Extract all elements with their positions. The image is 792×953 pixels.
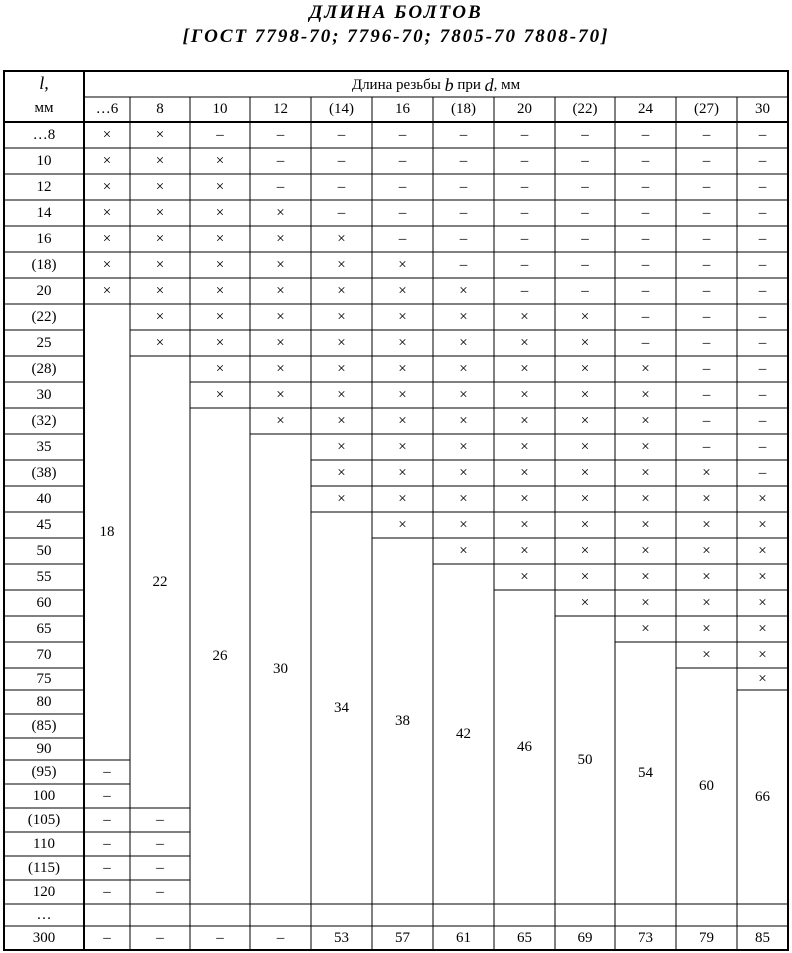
cross-mark: ×: [702, 517, 711, 533]
dash-mark: –: [581, 231, 589, 247]
dash-mark: –: [398, 205, 407, 221]
thread-length-value: 60: [699, 778, 714, 794]
length-label: (38): [31, 465, 57, 481]
dash-mark: –: [702, 335, 711, 351]
length-label: 120: [32, 884, 56, 900]
dash-mark: –: [758, 153, 767, 169]
dash-mark: –: [702, 309, 711, 325]
dash-mark: –: [702, 439, 711, 455]
row-300-value: 73: [638, 930, 653, 946]
thread-length-value: 34: [334, 700, 349, 716]
cross-mark: ×: [702, 621, 711, 637]
cross-mark: ×: [702, 595, 711, 611]
cross-mark: ×: [641, 569, 650, 585]
cross-mark: ×: [398, 517, 407, 533]
length-label: 10: [36, 153, 52, 169]
cross-mark: ×: [337, 413, 346, 429]
cross-mark: ×: [580, 517, 590, 533]
cross-mark: ×: [215, 361, 225, 377]
cross-mark: ×: [580, 543, 590, 559]
length-label: 50: [36, 543, 52, 559]
diameter-header: …6: [95, 101, 119, 117]
cross-mark: ×: [337, 309, 346, 325]
dash-mark: –: [156, 836, 164, 852]
diameter-header: (18): [451, 101, 476, 117]
cross-mark: ×: [398, 335, 407, 351]
dash-mark: –: [758, 361, 767, 377]
cross-mark: ×: [520, 491, 529, 507]
row-300-value: –: [216, 930, 224, 946]
row-300-value: 61: [456, 930, 471, 946]
length-label: 40: [36, 491, 52, 507]
dash-mark: –: [103, 812, 111, 828]
cross-mark: ×: [276, 257, 285, 273]
cross-mark: ×: [337, 257, 346, 273]
diameter-header: 12: [273, 101, 288, 117]
dash-mark: –: [520, 179, 529, 195]
cross-mark: ×: [580, 491, 590, 507]
cross-mark: ×: [276, 283, 285, 299]
dash-mark: –: [581, 205, 589, 221]
cross-mark: ×: [337, 361, 346, 377]
cross-mark: ×: [155, 179, 165, 195]
length-label: 25: [36, 335, 52, 351]
cross-mark: ×: [155, 309, 165, 325]
cross-mark: ×: [758, 543, 767, 559]
page-title: ДЛИНА БОЛТОВ: [309, 2, 483, 23]
dash-mark: –: [702, 413, 711, 429]
dash-mark: –: [758, 335, 767, 351]
dash-mark: –: [459, 153, 468, 169]
cross-mark: ×: [459, 387, 468, 403]
dash-mark: –: [156, 812, 164, 828]
cross-mark: ×: [337, 439, 346, 455]
dash-mark: –: [156, 860, 164, 876]
cross-mark: ×: [580, 309, 590, 325]
cross-mark: ×: [398, 283, 407, 299]
cross-mark: ×: [215, 283, 225, 299]
cross-mark: ×: [459, 309, 468, 325]
cross-mark: ×: [215, 257, 225, 273]
cross-mark: ×: [398, 439, 407, 455]
cross-mark: ×: [520, 413, 529, 429]
length-label: (22): [31, 309, 57, 325]
row-300-value: –: [276, 930, 285, 946]
cross-mark: ×: [215, 387, 225, 403]
dash-mark: –: [702, 231, 711, 247]
cross-mark: ×: [520, 387, 529, 403]
dash-mark: –: [337, 127, 346, 143]
length-label: 80: [36, 694, 52, 710]
cross-mark: ×: [758, 621, 767, 637]
cross-mark: ×: [102, 205, 112, 221]
cross-mark: ×: [215, 205, 225, 221]
length-label: 65: [36, 621, 52, 637]
dash-mark: –: [520, 231, 529, 247]
dash-mark: –: [459, 127, 468, 143]
cross-mark: ×: [276, 309, 285, 325]
dash-mark: –: [758, 205, 767, 221]
cross-mark: ×: [337, 465, 346, 481]
dash-mark: –: [276, 179, 285, 195]
dash-mark: –: [702, 153, 711, 169]
cross-mark: ×: [641, 465, 650, 481]
dash-mark: –: [758, 127, 767, 143]
dash-mark: –: [337, 205, 346, 221]
cross-mark: ×: [102, 179, 112, 195]
cross-mark: ×: [155, 205, 165, 221]
cross-mark: ×: [520, 439, 529, 455]
cross-mark: ×: [758, 569, 767, 585]
cross-mark: ×: [102, 283, 112, 299]
cross-mark: ×: [758, 595, 767, 611]
cross-mark: ×: [215, 179, 225, 195]
cross-mark: ×: [459, 413, 468, 429]
thread-length-value: 18: [99, 524, 115, 540]
dash-mark: –: [398, 179, 407, 195]
dash-mark: –: [758, 257, 767, 273]
dash-mark: –: [641, 205, 650, 221]
cross-mark: ×: [155, 283, 165, 299]
cross-mark: ×: [758, 671, 767, 687]
cross-mark: ×: [758, 491, 767, 507]
diameter-header: (22): [572, 101, 598, 117]
dash-mark: –: [398, 231, 407, 247]
dash-mark: –: [581, 127, 589, 143]
length-label: 55: [36, 569, 52, 585]
cross-mark: ×: [337, 387, 346, 403]
diameter-header: 10: [212, 101, 228, 117]
cross-mark: ×: [758, 517, 767, 533]
thread-length-value: 30: [273, 661, 288, 677]
cross-mark: ×: [155, 335, 165, 351]
cross-mark: ×: [398, 257, 407, 273]
dash-mark: –: [758, 465, 767, 481]
length-label: (28): [31, 361, 57, 377]
table-frame: [4, 71, 788, 950]
thread-length-value: 42: [456, 726, 471, 742]
dash-mark: –: [758, 413, 767, 429]
dash-mark: –: [702, 283, 711, 299]
dash-mark: –: [702, 179, 711, 195]
cross-mark: ×: [215, 153, 225, 169]
cross-mark: ×: [520, 543, 529, 559]
cross-mark: ×: [641, 621, 650, 637]
cross-mark: ×: [398, 387, 407, 403]
length-label: 35: [36, 439, 52, 455]
cross-mark: ×: [641, 491, 650, 507]
cross-mark: ×: [102, 153, 112, 169]
length-label: (105): [27, 812, 61, 828]
diameter-header: 24: [638, 101, 653, 117]
length-label: …: [36, 907, 52, 923]
diameter-header: (14): [329, 101, 354, 117]
cross-mark: ×: [337, 283, 346, 299]
dash-mark: –: [520, 283, 529, 299]
length-label: 16: [36, 231, 52, 247]
length-label: (18): [31, 257, 57, 273]
dash-mark: –: [520, 153, 529, 169]
dash-mark: –: [216, 127, 224, 143]
length-label: 12: [36, 179, 52, 195]
cross-mark: ×: [580, 595, 590, 611]
cross-mark: ×: [702, 647, 711, 663]
cross-mark: ×: [580, 413, 590, 429]
dash-mark: –: [459, 179, 468, 195]
diameter-header: 30: [755, 101, 770, 117]
cross-mark: ×: [641, 413, 650, 429]
length-label: 70: [36, 647, 52, 663]
dash-mark: –: [520, 127, 529, 143]
dash-mark: –: [581, 283, 589, 299]
dash-mark: –: [702, 257, 711, 273]
thread-length-value: 66: [755, 789, 770, 805]
cross-mark: ×: [520, 517, 529, 533]
cross-mark: ×: [459, 283, 468, 299]
thread-length-value: 38: [395, 713, 410, 729]
cross-mark: ×: [276, 231, 285, 247]
cross-mark: ×: [702, 465, 711, 481]
thread-length-value: 50: [577, 752, 593, 768]
length-label: 75: [36, 671, 52, 687]
dash-mark: –: [758, 231, 767, 247]
dash-mark: –: [520, 205, 529, 221]
cross-mark: ×: [215, 335, 225, 351]
dash-mark: –: [641, 231, 650, 247]
dash-mark: –: [103, 884, 111, 900]
row-300-value: 53: [334, 930, 349, 946]
dash-mark: –: [641, 179, 650, 195]
cross-mark: ×: [520, 309, 529, 325]
cross-mark: ×: [155, 127, 165, 143]
dash-mark: –: [641, 309, 650, 325]
dash-mark: –: [276, 127, 285, 143]
cross-mark: ×: [398, 491, 407, 507]
cross-mark: ×: [337, 335, 346, 351]
length-label: 14: [36, 205, 52, 221]
dash-mark: –: [337, 153, 346, 169]
row-300-value: 69: [577, 930, 593, 946]
dash-mark: –: [520, 257, 529, 273]
length-label: 100: [32, 788, 56, 804]
diameter-header: 8: [156, 101, 164, 117]
dash-mark: –: [702, 205, 711, 221]
dash-mark: –: [702, 387, 711, 403]
dash-mark: –: [459, 231, 468, 247]
cross-mark: ×: [641, 517, 650, 533]
length-label: 60: [36, 595, 52, 611]
length-label: (85): [31, 718, 57, 734]
dash-mark: –: [459, 257, 468, 273]
cross-mark: ×: [276, 413, 285, 429]
cross-mark: ×: [641, 595, 650, 611]
row-300-value: 65: [517, 930, 532, 946]
thread-length-value: 46: [517, 739, 532, 755]
cross-mark: ×: [459, 543, 468, 559]
length-label: 110: [33, 836, 55, 852]
dash-mark: –: [103, 860, 111, 876]
cross-mark: ×: [520, 361, 529, 377]
cross-mark: ×: [155, 231, 165, 247]
thread-length-value: 22: [152, 574, 168, 590]
dash-mark: –: [702, 127, 711, 143]
length-label: (32): [31, 413, 57, 429]
cross-mark: ×: [580, 439, 590, 455]
cross-mark: ×: [580, 569, 590, 585]
cross-mark: ×: [459, 517, 468, 533]
cross-mark: ×: [155, 153, 165, 169]
row-300-value: 57: [395, 930, 410, 946]
length-label: 300: [32, 930, 56, 946]
row-300-value: –: [156, 930, 164, 946]
cross-mark: ×: [459, 439, 468, 455]
diameter-header: (27): [694, 101, 719, 117]
cross-mark: ×: [702, 569, 711, 585]
length-label: 45: [36, 517, 52, 533]
cross-mark: ×: [641, 387, 650, 403]
length-label: (115): [28, 860, 60, 876]
dash-mark: –: [758, 439, 767, 455]
dash-mark: –: [276, 153, 285, 169]
dash-mark: –: [641, 335, 650, 351]
cross-mark: ×: [580, 387, 590, 403]
length-label: …8: [32, 127, 56, 143]
length-header: l,: [39, 73, 49, 93]
length-label: (95): [31, 764, 57, 780]
dash-mark: –: [758, 387, 767, 403]
row-300-value: 79: [699, 930, 714, 946]
cross-mark: ×: [758, 647, 767, 663]
cross-mark: ×: [520, 465, 529, 481]
cross-mark: ×: [102, 127, 112, 143]
dash-mark: –: [398, 153, 407, 169]
cross-mark: ×: [702, 491, 711, 507]
dash-mark: –: [103, 836, 111, 852]
thread-length-value: 26: [212, 648, 228, 664]
page-subtitle: [ГОСТ 7798-70; 7796-70; 7805-70 7808-70]: [182, 26, 610, 47]
cross-mark: ×: [276, 387, 285, 403]
dash-mark: –: [581, 179, 589, 195]
thread-length-value: 54: [638, 765, 653, 781]
cross-mark: ×: [459, 335, 468, 351]
dash-mark: –: [156, 884, 164, 900]
cross-mark: ×: [337, 231, 346, 247]
cross-mark: ×: [215, 231, 225, 247]
dash-mark: –: [581, 153, 589, 169]
cross-mark: ×: [702, 543, 711, 559]
dash-mark: –: [103, 764, 111, 780]
length-unit-label: мм: [34, 100, 54, 116]
dash-mark: –: [641, 153, 650, 169]
cross-mark: ×: [641, 543, 650, 559]
dash-mark: –: [641, 257, 650, 273]
cross-mark: ×: [215, 309, 225, 325]
cross-mark: ×: [580, 361, 590, 377]
cross-mark: ×: [155, 257, 165, 273]
cross-mark: ×: [580, 335, 590, 351]
cross-mark: ×: [398, 465, 407, 481]
row-300-value: 85: [755, 930, 770, 946]
cross-mark: ×: [641, 439, 650, 455]
row-300-value: –: [103, 930, 111, 946]
cross-mark: ×: [398, 309, 407, 325]
cross-mark: ×: [580, 465, 590, 481]
dash-mark: –: [758, 179, 767, 195]
cross-mark: ×: [641, 361, 650, 377]
cross-mark: ×: [102, 257, 112, 273]
dash-mark: –: [758, 309, 767, 325]
dash-mark: –: [641, 127, 650, 143]
cross-mark: ×: [520, 335, 529, 351]
diameter-header: 20: [517, 101, 532, 117]
dash-mark: –: [702, 361, 711, 377]
length-label: 30: [36, 387, 52, 403]
cross-mark: ×: [276, 205, 285, 221]
cross-mark: ×: [459, 465, 468, 481]
dash-mark: –: [337, 179, 346, 195]
dash-mark: –: [398, 127, 407, 143]
length-label: 20: [36, 283, 52, 299]
length-label: 90: [36, 741, 52, 757]
cross-mark: ×: [398, 413, 407, 429]
dash-mark: –: [758, 283, 767, 299]
dash-mark: –: [641, 283, 650, 299]
cross-mark: ×: [398, 361, 407, 377]
cross-mark: ×: [520, 569, 529, 585]
dash-mark: –: [581, 257, 589, 273]
dash-mark: –: [103, 788, 111, 804]
cross-mark: ×: [276, 335, 285, 351]
cross-mark: ×: [459, 491, 468, 507]
cross-mark: ×: [337, 491, 346, 507]
dash-mark: –: [459, 205, 468, 221]
cross-mark: ×: [102, 231, 112, 247]
diameter-header: 16: [395, 101, 410, 117]
thread-length-header: Длина резьбы b при d, мм: [351, 75, 521, 95]
cross-mark: ×: [276, 361, 285, 377]
cross-mark: ×: [459, 361, 468, 377]
